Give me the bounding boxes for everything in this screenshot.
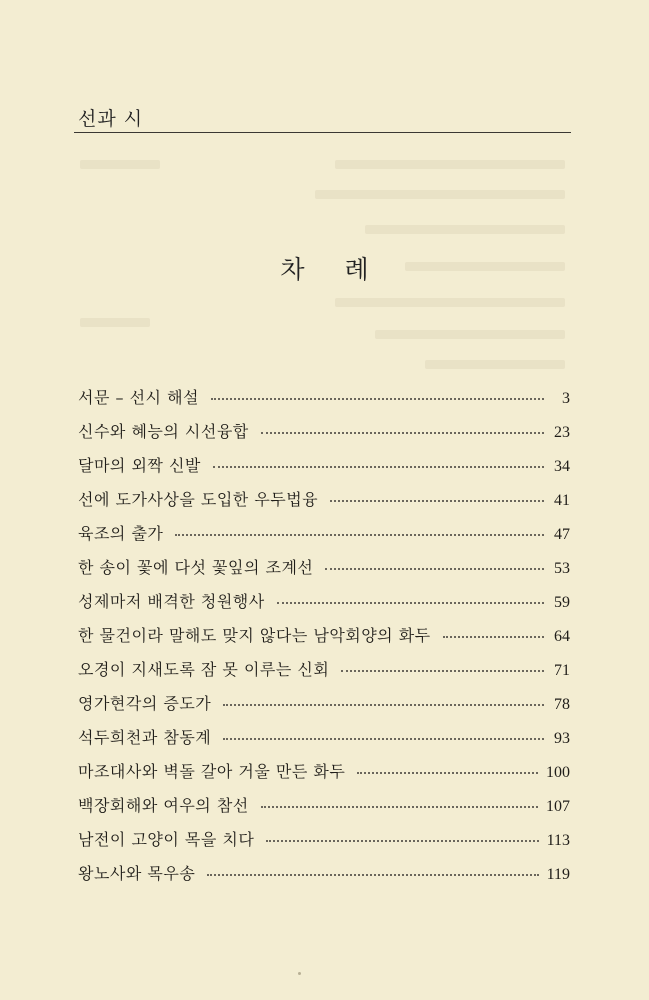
- dot-leader: [330, 499, 544, 502]
- toc-entry-title: 석두희천과 참동계: [78, 728, 212, 747]
- dot-leader: [261, 431, 544, 434]
- toc-entry[interactable]: [78, 657, 570, 691]
- toc-entry-title: 영가현각의 증도가: [78, 694, 212, 713]
- toc-entry-title: 한 물건이라 말해도 맞지 않다는 남악회양의 화두: [78, 626, 431, 645]
- toc-page-number: 100: [546, 764, 570, 781]
- toc-entry[interactable]: [78, 453, 570, 487]
- toc-page-number: 71: [554, 662, 570, 679]
- toc-entry[interactable]: [78, 555, 570, 589]
- toc-page-number: 3: [562, 390, 570, 407]
- toc-page-number: 34: [554, 458, 570, 475]
- contents-title: 차 례: [280, 255, 385, 284]
- dot-leader: [223, 703, 544, 706]
- show-through-text: [335, 160, 565, 169]
- toc-entry-title: 서문 – 선시 해설: [78, 388, 199, 407]
- show-through-text: [315, 190, 565, 199]
- dot-leader: [223, 737, 544, 740]
- toc-page-number: 93: [554, 730, 570, 747]
- toc-entry[interactable]: [78, 861, 570, 895]
- running-head: 선과 시: [78, 108, 144, 130]
- toc-entry-title: 남전이 고양이 목을 치다: [78, 830, 255, 849]
- toc-page-number: 64: [554, 628, 570, 645]
- toc-page-number: 119: [546, 866, 570, 883]
- show-through-text: [80, 160, 160, 169]
- toc-entry[interactable]: [78, 725, 570, 759]
- toc-page-number: 107: [546, 798, 570, 815]
- dot-leader: [357, 771, 538, 774]
- toc-entry[interactable]: [78, 793, 570, 827]
- toc-page-number: 47: [554, 526, 570, 543]
- dot-leader: [175, 533, 544, 536]
- show-through-text: [425, 360, 565, 369]
- toc-entry-title: 선에 도가사상을 도입한 우두법융: [78, 490, 319, 509]
- toc-entry[interactable]: [78, 419, 570, 453]
- toc-entry[interactable]: [78, 385, 570, 419]
- toc-entry-title: 왕노사와 목우송: [78, 864, 196, 883]
- toc-entry-title: 오경이 지새도록 잠 못 이루는 신회: [78, 660, 330, 679]
- dot-leader: [341, 669, 544, 672]
- dot-leader: [261, 805, 538, 808]
- toc-entry[interactable]: [78, 691, 570, 725]
- toc-page-number: 53: [554, 560, 570, 577]
- toc-page-number: 78: [554, 696, 570, 713]
- show-through-text: [375, 330, 565, 339]
- dot-leader: [211, 397, 544, 400]
- toc-page-number: 41: [554, 492, 570, 509]
- toc-entry-title: 신수와 혜능의 시선융합: [78, 422, 249, 441]
- paper-speck: [298, 972, 301, 975]
- toc-entry-title: 한 송이 꽃에 다섯 꽃잎의 조계선: [78, 558, 314, 577]
- toc-entry[interactable]: [78, 487, 570, 521]
- dot-leader: [277, 601, 544, 604]
- toc-entry-title: 달마의 외짝 신발: [78, 456, 201, 475]
- header-rule: [74, 132, 571, 133]
- toc-entry-title: 마조대사와 벽돌 갈아 거울 만든 화두: [78, 762, 346, 781]
- toc-entry[interactable]: [78, 759, 570, 793]
- toc-entry-title: 백장회해와 여우의 참선: [78, 796, 249, 815]
- toc-entry[interactable]: [78, 589, 570, 623]
- toc-entry-title: 육조의 출가: [78, 524, 164, 543]
- show-through-text: [80, 318, 150, 327]
- toc-page-number: 23: [554, 424, 570, 441]
- dot-leader: [213, 465, 544, 468]
- show-through-text: [365, 225, 565, 234]
- toc-entry[interactable]: [78, 623, 570, 657]
- show-through-text: [335, 298, 565, 307]
- dot-leader: [325, 567, 544, 570]
- dot-leader: [266, 839, 538, 842]
- toc-entry-title: 성제마저 배격한 청원행사: [78, 592, 265, 611]
- dot-leader: [443, 635, 544, 638]
- table-of-contents: [78, 385, 570, 895]
- dot-leader: [207, 873, 538, 876]
- toc-page-number: 113: [546, 832, 570, 849]
- toc-entry[interactable]: [78, 827, 570, 861]
- toc-page-number: 59: [554, 594, 570, 611]
- toc-entry[interactable]: [78, 521, 570, 555]
